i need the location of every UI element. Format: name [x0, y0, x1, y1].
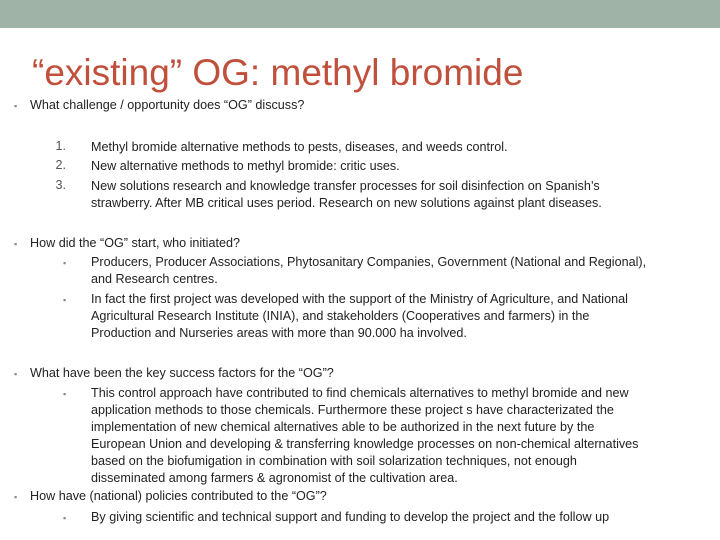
list-item: New alternative methods to methyl bromide: critic uses. [91, 159, 400, 173]
list-number: 2. [55, 158, 66, 172]
bullet-icon: ▪ [63, 513, 67, 523]
list-item: This control approach have contributed to find chemicals alternatives to methyl bromide and new [91, 386, 629, 400]
list-item: Agricultural Research Institute (INIA), and stakeholders (Cooperatives and farmers) in the [91, 309, 590, 323]
question-1: What challenge / opportunity does “OG” discuss? [30, 98, 305, 112]
list-number: 1. [55, 139, 66, 153]
list-item: Producers, Producer Associations, Phytosanitary Companies, Government (National and Regional), [91, 255, 647, 269]
bullet-icon: ▪ [14, 492, 18, 502]
list-number: 3. [55, 178, 66, 192]
list-item: European Union and developing & transferring knowledge processes on non-chemical alternatives [91, 437, 639, 451]
list-item: In fact the first project was developed with the support of the Ministry of Agriculture, and National [91, 292, 628, 306]
list-item: Methyl bromide alternative methods to pests, diseases, and weeds control. [91, 140, 508, 154]
list-item: disseminated among farmers & agronomist of the cultivation area. [91, 471, 458, 485]
bullet-icon: ▪ [63, 389, 67, 399]
bullet-icon: ▪ [14, 239, 18, 249]
list-item: based on the biofumigation in combination with soil solarization techniques, not enough [91, 454, 577, 468]
bullet-icon: ▪ [14, 369, 18, 379]
list-item: strawberry. After MB critical uses period. Research on new solutions against plant diseases. [91, 196, 602, 210]
list-item: New solutions research and knowledge transfer processes for soil disinfection on Spanish’s [91, 179, 600, 193]
list-item: and Research centres. [91, 272, 218, 286]
question-4: How have (national) policies contributed to the “OG”? [30, 489, 327, 503]
list-item: implementation of new chemical alternatives able to be authorized in the next future by the [91, 420, 595, 434]
list-item: application methods to those chemicals. Furthermore these project s have characterizated the [91, 403, 614, 417]
bullet-icon: ▪ [63, 295, 67, 305]
question-2: How did the “OG” start, who initiated? [30, 236, 240, 250]
question-3: What have been the key success factors for the “OG”? [30, 366, 334, 380]
list-item: Production and Nurseries areas with more than 90.000 ha involved. [91, 326, 467, 340]
bullet-icon: ▪ [14, 101, 18, 111]
list-item: By giving scientific and technical support and funding to develop the project and the follow up [91, 510, 610, 524]
bullet-icon: ▪ [63, 258, 67, 268]
slide-title: “existing” OG: methyl bromide [32, 52, 524, 93]
